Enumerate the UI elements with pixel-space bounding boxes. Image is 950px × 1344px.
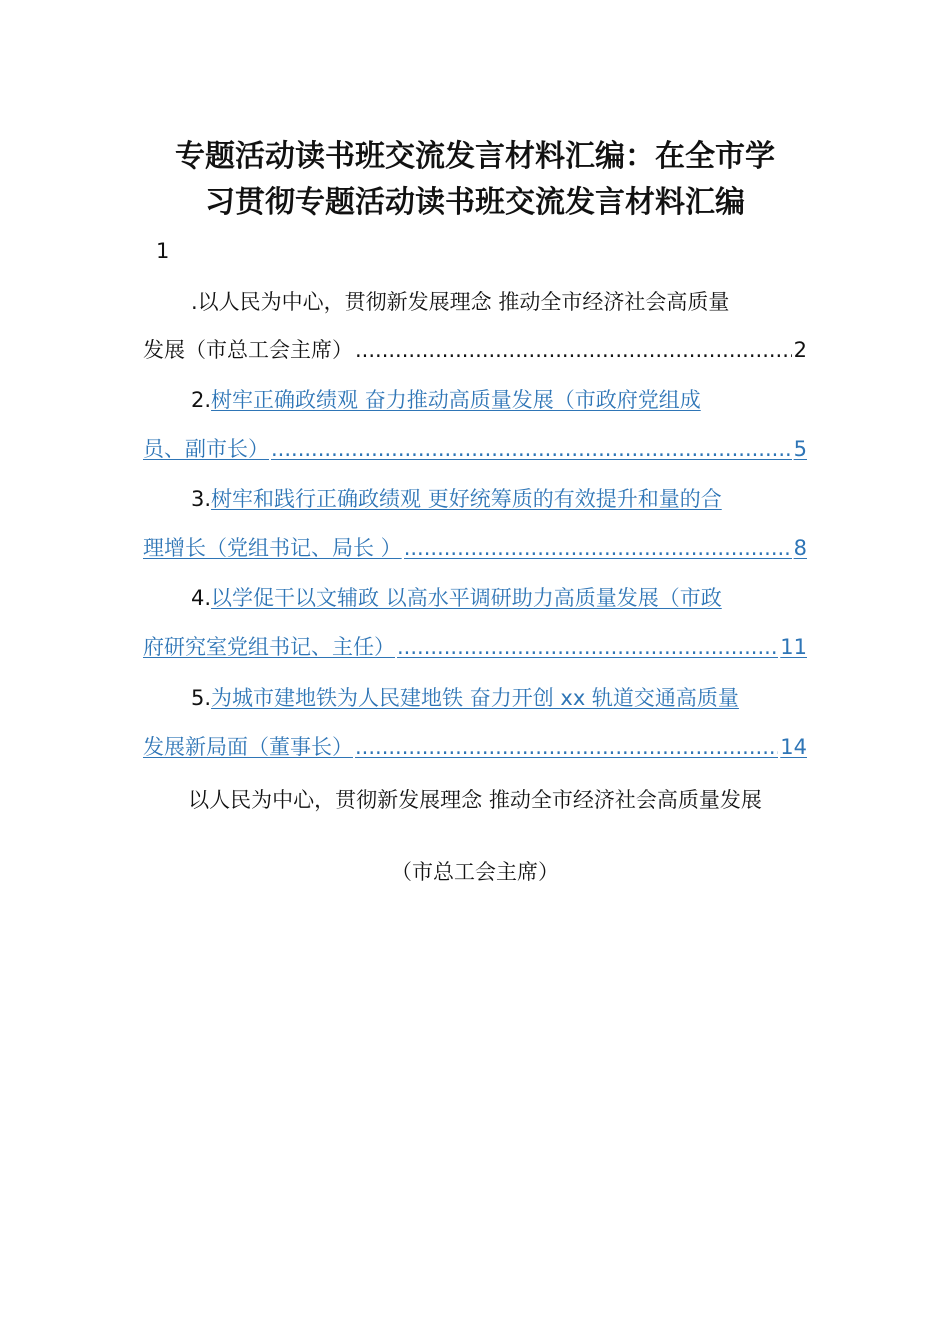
- toc-item-5-page[interactable]: 14: [780, 735, 807, 759]
- toc-item-2-link-part-1[interactable]: 树牢正确政绩观 奋力推动高质量发展（市政府党组成: [211, 388, 701, 412]
- toc-item-5-link-part-1[interactable]: 为城市建地铁为人民建地铁 奋力开创 xx 轨道交通高质量: [211, 686, 739, 710]
- toc-item-3-number: 3.: [191, 487, 212, 511]
- toc-item-4-link-part-1[interactable]: 以学促干以文辅政 以高水平调研助力高质量发展（市政: [211, 586, 722, 610]
- document-title-line-1: 专题活动读书班交流发言材料汇编：在全市学: [175, 139, 775, 174]
- toc-item-1-title-part-1: .以人民为中心，贯彻新发展理念 推动全市经济社会高质量: [191, 290, 730, 314]
- toc-item-3-page[interactable]: 8: [793, 536, 807, 560]
- toc-item-2-page[interactable]: 5: [793, 437, 807, 461]
- toc-item-1-leader-dots: [355, 333, 792, 367]
- toc-item-5-link-part-2[interactable]: 发展新局面（董事长）: [143, 735, 353, 759]
- toc-item-4-line-2[interactable]: [143, 630, 807, 664]
- toc-item-2-leader-dots[interactable]: [271, 432, 792, 466]
- toc-item-3-link-part-2[interactable]: 理增长（党组书记、局长 ）: [143, 536, 402, 560]
- section-author: （市总工会主席）: [391, 860, 559, 884]
- toc-item-2-line-2[interactable]: [143, 432, 807, 466]
- toc-item-3-leader-dots[interactable]: [404, 531, 792, 565]
- toc-item-3-line-1[interactable]: [143, 482, 855, 516]
- toc-item-4-leader-dots[interactable]: [397, 630, 778, 664]
- toc-item-5-leader-dots[interactable]: [355, 730, 778, 764]
- toc-item-1-line-1: [143, 285, 855, 319]
- toc-item-5-number: 5.: [191, 686, 212, 710]
- toc-item-3-link-part-1[interactable]: 树牢和践行正确政绩观 更好统筹质的有效提升和量的合: [211, 487, 722, 511]
- toc-item-1-line-2: [143, 333, 807, 367]
- toc-item-2-link-part-2[interactable]: 员、副市长）: [143, 437, 269, 461]
- toc-item-5-line-1[interactable]: [143, 681, 855, 715]
- document-title-line-2: 习贯彻专题活动读书班交流发言材料汇编: [205, 185, 745, 220]
- toc-item-2-number: 2.: [191, 388, 212, 412]
- toc-item-5-line-2[interactable]: [143, 730, 807, 764]
- section-heading: 以人民为中心，贯彻新发展理念 推动全市经济社会高质量发展: [188, 788, 762, 812]
- toc-item-1-number: 1: [156, 239, 170, 263]
- toc-item-3-line-2[interactable]: [143, 531, 807, 565]
- toc-item-4-link-part-2[interactable]: 府研究室党组书记、主任）: [143, 635, 395, 659]
- toc-item-2-line-1[interactable]: [143, 383, 855, 417]
- toc-item-4-number: 4.: [191, 586, 212, 610]
- toc-item-4-line-1[interactable]: [143, 581, 855, 615]
- toc-item-1-page: 2: [793, 338, 807, 362]
- toc-item-4-page[interactable]: 11: [780, 635, 807, 659]
- toc-item-1-title-part-2: 发展（市总工会主席）: [143, 338, 353, 362]
